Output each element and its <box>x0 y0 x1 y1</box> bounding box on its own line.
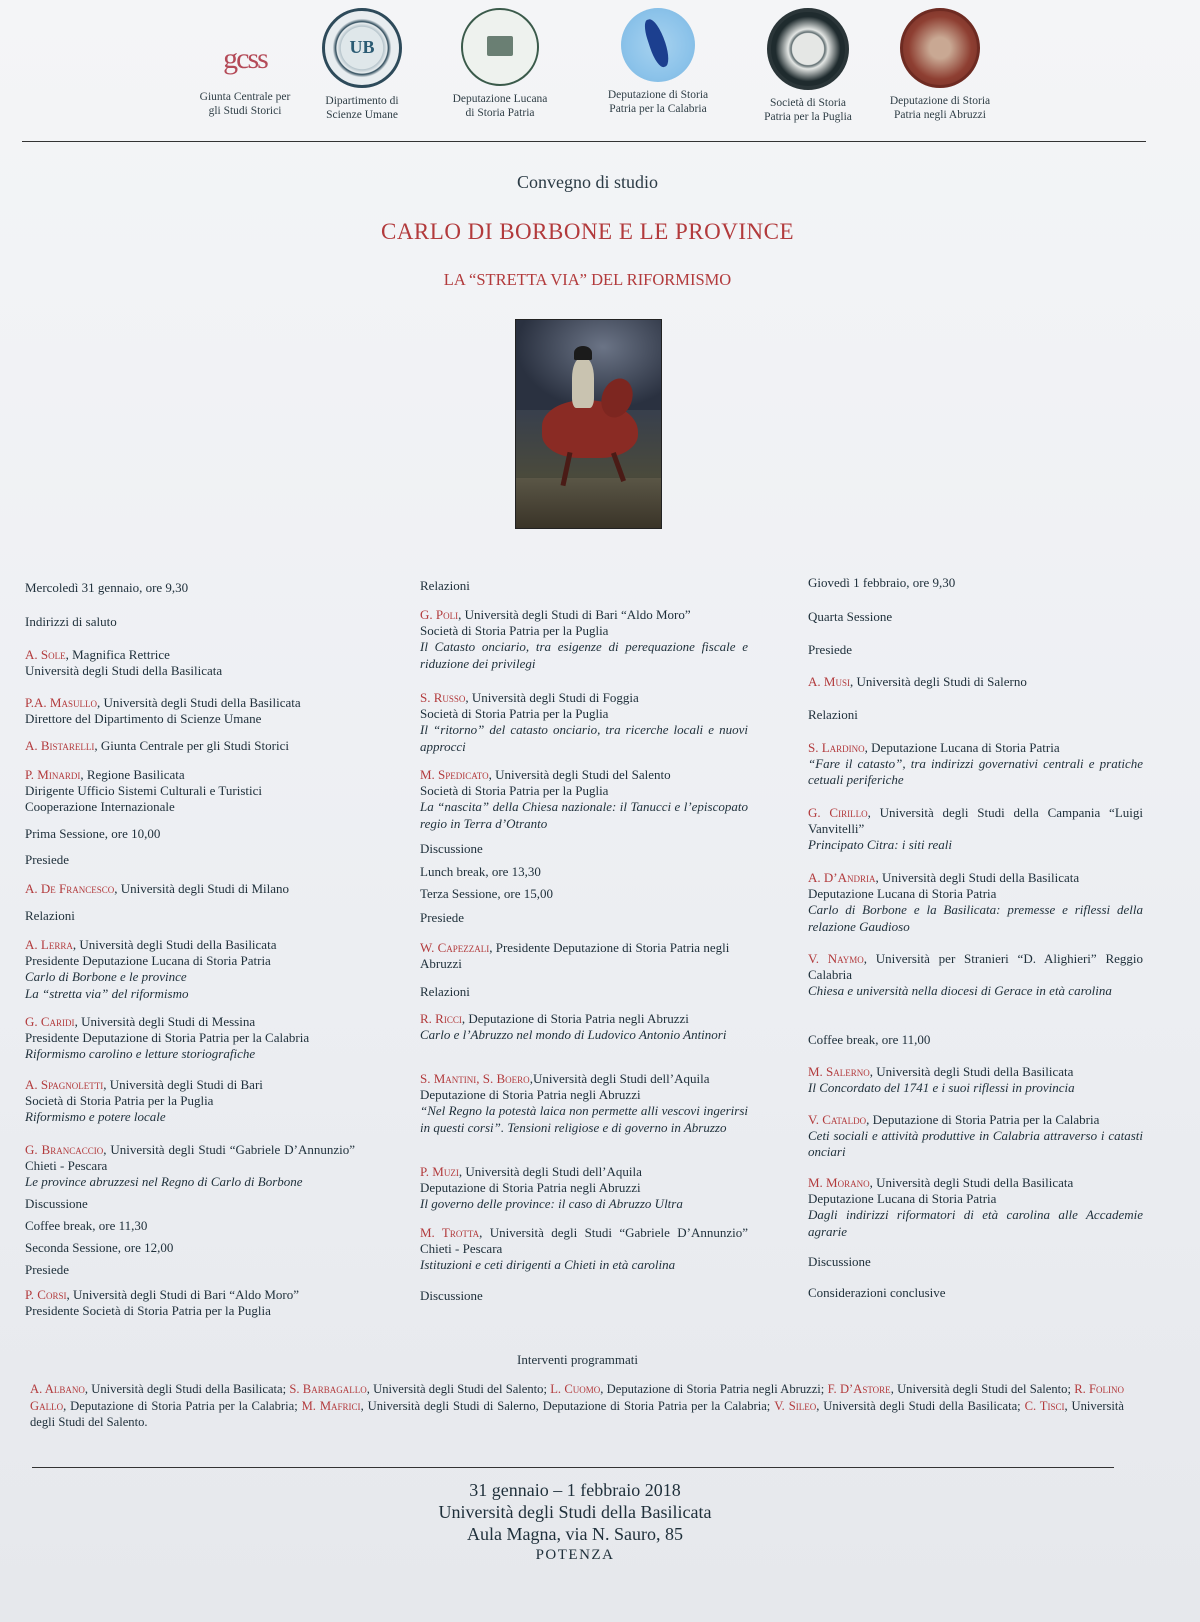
program-line: Presiede <box>25 1262 70 1277</box>
speaker-entry: R. Ricci, Deputazione di Storia Patria negli Abruzzi Carlo e l’Abruzzo nel mondo di Ludovico Antonio Antinori <box>420 1011 727 1043</box>
program-line: Presiede <box>420 910 465 925</box>
speaker-entry: V. Naymo, Università per Stranieri “D. Alighieri” Reggio Calabria Chiesa e università nella diocesi di Gerace in età carolina <box>808 951 1143 999</box>
speaker-name: G. Poli <box>420 607 459 622</box>
speaker-entry: S. Russo, Università degli Studi di Foggia Società di Storia Patria per la Puglia Il “ritorno” del catasto onciario, tra ricerche locali e nuovi approcci <box>420 690 748 754</box>
program-line: Indirizzi di saluto <box>25 614 117 629</box>
speaker-name: P. Muzi <box>420 1164 459 1179</box>
poster-tagline: LA “STRETTA VIA” DEL RIFORMISMO <box>443 270 732 289</box>
speaker-entry: W. Capezzali, Presidente Deputazione di Storia Patria negli Abruzzi <box>420 940 730 972</box>
talk-title: Il “ritorno” del catasto onciario, tra ricerche locali e nuovi approcci <box>420 722 748 754</box>
speaker-entry: A. Sole, Magnifica Rettrice Università degli Studi della Basilicata <box>25 647 223 679</box>
speaker-name: S. Russo <box>420 690 466 705</box>
logo-lettering: gcss <box>223 42 267 75</box>
speaker-entry: A. Lerra, Università degli Studi della Basilicata Presidente Deputazione Lucana di Storia Patria Carlo di Borbone e le province La “stretta via” del riformismo <box>25 937 277 1001</box>
speaker-name: V. Naymo <box>808 951 864 966</box>
talk-title: “Nel Regno la potestà laica non permette alli vescovi ingerirsi in questi corsi”. Tensioni religiose e di governo in Abruzzo <box>420 1103 748 1135</box>
speaker-entry: P.A. Masullo, Università degli Studi della Basilicata Direttore del Dipartimento di Scienze Umane <box>25 695 301 727</box>
program-line: Discussione <box>420 1288 483 1303</box>
program-line: Relazioni <box>420 578 470 593</box>
talk-title: Le province abruzzesi nel Regno di Carlo di Borbone <box>25 1174 303 1190</box>
event-city: POTENZA <box>535 1547 615 1563</box>
talk-title: Dagli indirizzi riformatori di età carolina alle Accademie agrarie <box>808 1207 1143 1239</box>
speaker-entry: M. Spedicato, Università degli Studi del Salento Società di Storia Patria per la Puglia La “nascita” della Chiesa nazionale: il Tanucci e l’episcopato regio in Terra d’Otranto <box>420 767 748 831</box>
speaker-name: A. Lerra <box>25 937 73 952</box>
talk-title: Il Concordato del 1741 e i suoi riflessi in provincia <box>808 1080 1075 1096</box>
speaker-name: S. Lardino <box>808 740 865 755</box>
event-room: Aula Magna, via N. Sauro, 85 <box>467 1524 683 1544</box>
program-line: Quarta Sessione <box>808 609 893 624</box>
speaker-name: G. Brancaccio <box>25 1142 104 1157</box>
program-line: Presiede <box>808 642 853 657</box>
speaker-name: M. Spedicato <box>420 767 489 782</box>
interventi-heading: Interventi programmati <box>517 1352 638 1367</box>
program-line: Discussione <box>420 841 483 856</box>
logo-caption: Deputazione Lucana di Storia Patria <box>452 93 548 119</box>
speaker-name: C. Tisci <box>1024 1398 1065 1413</box>
speaker-name: V. Sileo <box>774 1398 817 1413</box>
talk-title: Istituzioni e ceti dirigenti a Chieti in età carolina <box>420 1257 676 1273</box>
speaker-name: P. Corsi <box>25 1287 67 1302</box>
speaker-name: R. Ricci <box>420 1011 462 1026</box>
speaker-entry: P. Minardi, Regione Basilicata Dirigente Ufficio Sistemi Culturali e Turistici Cooperazione Internazionale <box>25 767 262 815</box>
speaker-name: L. Cuomo <box>550 1382 601 1396</box>
speaker-name: S. Mantini, S. Boero <box>420 1071 530 1086</box>
speaker-name: M. Morano <box>808 1175 870 1190</box>
speaker-name: G. Caridi <box>25 1014 75 1029</box>
speaker-entry: P. Muzi, Università degli Studi dell’Aquila Deputazione di Storia Patria negli Abruzzi Il governo delle province: il caso di Abruzzo Ultra <box>420 1164 683 1212</box>
speaker-entry: A. Musi, Università degli Studi di Salerno <box>808 674 1027 689</box>
speaker-name: G. Cirillo <box>808 805 868 820</box>
program-line: Presiede <box>25 852 70 867</box>
program-line: Relazioni <box>808 707 858 722</box>
speaker-name: A. De Francesco <box>25 881 115 896</box>
logo-caption: Giunta Centrale per gli Studi Storici <box>199 91 291 117</box>
speaker-name: A. Bistarelli <box>25 738 95 753</box>
speaker-entry: A. D’Andria, Università degli Studi della Basilicata Deputazione Lucana di Storia Patria Carlo di Borbone e la Basilicata: premesse e riflessi della relazione Gaudioso <box>808 870 1143 934</box>
program-column-day1-morning <box>25 0 355 1340</box>
speaker-entry: G. Cirillo, Università degli Studi della Campania “Luigi Vanvitelli” Principato Citra: i siti reali <box>808 805 1143 853</box>
logo-caption: Deputazione di Storia Patria negli Abruzzi <box>889 95 991 121</box>
talk-title: Riformismo carolino e letture storiografiche <box>25 1046 256 1062</box>
program-line: Lunch break, ore 13,30 <box>420 864 541 879</box>
speaker-name: A. Sole <box>25 647 66 662</box>
speaker-name: A. Albano <box>30 1382 85 1396</box>
speaker-entry: G. Poli, Università degli Studi di Bari “Aldo Moro” Società di Storia Patria per la Puglia Il Catasto onciario, tra esigenze di perequazione fiscale e riduzione dei privilegi <box>420 607 748 671</box>
program-line: Terza Sessione, ore 15,00 <box>420 886 554 901</box>
logo-caption: Deputazione di Storia Patria per la Calabria <box>607 89 709 115</box>
talk-title: Ceti sociali e attività produttive in Calabria attraverso i catasti onciari <box>808 1128 1143 1160</box>
talk-title: Riformismo e potere locale <box>25 1109 166 1125</box>
logo-caption: Dipartimento di Scienze Umane <box>325 95 399 121</box>
program-column-day1-afternoon <box>420 0 748 1340</box>
logo-lettering: UB <box>349 37 375 57</box>
speaker-entry: A. De Francesco, Università degli Studi di Milano <box>25 881 290 896</box>
talk-title: Carlo di Borbone e le province <box>25 969 187 985</box>
speaker-name: V. Cataldo <box>808 1112 867 1127</box>
speaker-entry: A. Spagnoletti, Università degli Studi di Bari Società di Storia Patria per la Puglia Riformismo e potere locale <box>25 1077 263 1125</box>
program-line: Relazioni <box>420 984 470 999</box>
poster-title: CARLO DI BORBONE E LE PROVINCE <box>380 219 795 244</box>
event-venue: Università degli Studi della Basilicata <box>438 1502 712 1522</box>
speaker-entry: G. Caridi, Università degli Studi di Messina Presidente Deputazione di Storia Patria per la Calabria Riformismo carolino e letture storiografiche <box>25 1014 310 1062</box>
program-line: Seconda Sessione, ore 12,00 <box>25 1240 174 1255</box>
poster-subtitle: Convegno di studio <box>516 172 658 192</box>
program-line: Discussione <box>25 1196 88 1211</box>
speaker-name: M. Mafrici <box>301 1398 361 1413</box>
program-line: Prima Sessione, ore 10,00 <box>25 826 161 841</box>
speaker-name: A. D’Andria <box>808 870 876 885</box>
speaker-name: F. D’Astore <box>827 1382 891 1396</box>
speaker-entry: M. Salerno, Università degli Studi della Basilicata Il Concordato del 1741 e i suoi riflessi in provincia <box>808 1064 1075 1096</box>
logo-caption: Società di Storia Patria per la Puglia <box>764 97 852 123</box>
speaker-name: A. Spagnoletti <box>25 1077 104 1092</box>
speaker-name: M. Trotta <box>420 1225 480 1240</box>
speaker-entry: M. Trotta, Università degli Studi “Gabriele D’Annunzio” Chieti - Pescara Istituzioni e ceti dirigenti a Chieti in età carolina <box>420 1225 748 1273</box>
speaker-entry: A. Bistarelli, Giunta Centrale per gli Studi Storici <box>25 738 289 753</box>
program-column-day2 <box>808 0 1143 1340</box>
bottom-divider <box>32 1467 1114 1468</box>
program-line: Discussione <box>808 1254 871 1269</box>
speaker-name: R. Folino Gallo <box>30 1382 1125 1413</box>
talk-title: Il Catasto onciario, tra esigenze di perequazione fiscale e riduzione dei privilegi <box>420 639 748 671</box>
talk-title: Chiesa e università nella diocesi di Gerace in età carolina <box>808 983 1112 999</box>
program-line: Coffee break, ore 11,30 <box>25 1218 148 1233</box>
program-line: Giovedì 1 febbraio, ore 9,30 <box>808 575 956 590</box>
talk-title: La “stretta via” del riformismo <box>25 985 189 1001</box>
talk-title: Principato Citra: i siti reali <box>808 837 952 853</box>
speaker-name: S. Barbagallo <box>289 1382 367 1396</box>
talk-title: La “nascita” della Chiesa nazionale: il Tanucci e l’episcopato regio in Terra d’Otranto <box>420 799 748 831</box>
event-dates: 31 gennaio – 1 febbraio 2018 <box>469 1480 681 1500</box>
speaker-entry: V. Cataldo, Deputazione di Storia Patria per la Calabria Ceti sociali e attività produttive in Calabria attraverso i catasti onciari <box>808 1112 1143 1160</box>
speaker-name: W. Capezzali <box>420 940 490 955</box>
speaker-name: A. Musi <box>808 674 850 689</box>
talk-title: Carlo e l’Abruzzo nel mondo di Ludovico Antonio Antinori <box>420 1027 727 1043</box>
program-line: Coffee break, ore 11,00 <box>808 1032 931 1047</box>
speaker-entry: P. Corsi, Università degli Studi di Bari “Aldo Moro” Presidente Società di Storia Patria per la Puglia <box>25 1287 299 1319</box>
speaker-name: P.A. Masullo <box>25 695 97 710</box>
speaker-name: P. Minardi <box>25 767 81 782</box>
interventi-list: A. Albano, Università degli Studi della Basilicata; S. Barbagallo, Università degli Studi del Salento; L. Cuomo, Deputazione di Storia Patria negli Abruzzi; F. D’Astore, Università degli Studi del Salento; R. Folino Gallo, Deputazione di Storia Patria per la Calabria; M. Mafrici, Università degli Studi di Salerno, Deputazione di Storia Patria per la Calabria; V. Sileo, Università degli Studi della Basilicata; C. Tisci, Università degli Studi del Salento. <box>30 1382 1125 1429</box>
speaker-entry: S. Mantini, S. Boero,Università degli Studi dell’Aquila Deputazione di Storia Patria negli Abruzzi “Nel Regno la potestà laica non permette alli vescovi ingerirsi in questi corsi”. Tensioni religiose e di governo in Abruzzo <box>420 1071 748 1135</box>
speaker-entry: M. Morano, Università degli Studi della Basilicata Deputazione Lucana di Storia Patria Dagli indirizzi riformatori di età carolina alle Accademie agrarie <box>808 1175 1143 1239</box>
program-line: Considerazioni conclusive <box>808 1285 946 1300</box>
program-line: Mercoledì 31 gennaio, ore 9,30 <box>25 580 189 595</box>
program-line: Relazioni <box>25 908 75 923</box>
talk-title: Il governo delle province: il caso di Abruzzo Ultra <box>420 1196 683 1212</box>
speaker-entry: G. Brancaccio, Università degli Studi “Gabriele D’Annunzio” Chieti - Pescara Le province abruzzesi nel Regno di Carlo di Borbone <box>25 1142 355 1190</box>
talk-title: “Fare il catasto”, tra indirizzi governativi centrali e pratiche cetuali periferiche <box>808 756 1143 788</box>
talk-title: Carlo di Borbone e la Basilicata: premesse e riflessi della relazione Gaudioso <box>808 902 1143 934</box>
speaker-name: M. Salerno <box>808 1064 870 1079</box>
speaker-entry: S. Lardino, Deputazione Lucana di Storia Patria “Fare il catasto”, tra indirizzi governativi centrali e pratiche cetuali periferiche <box>808 740 1143 788</box>
